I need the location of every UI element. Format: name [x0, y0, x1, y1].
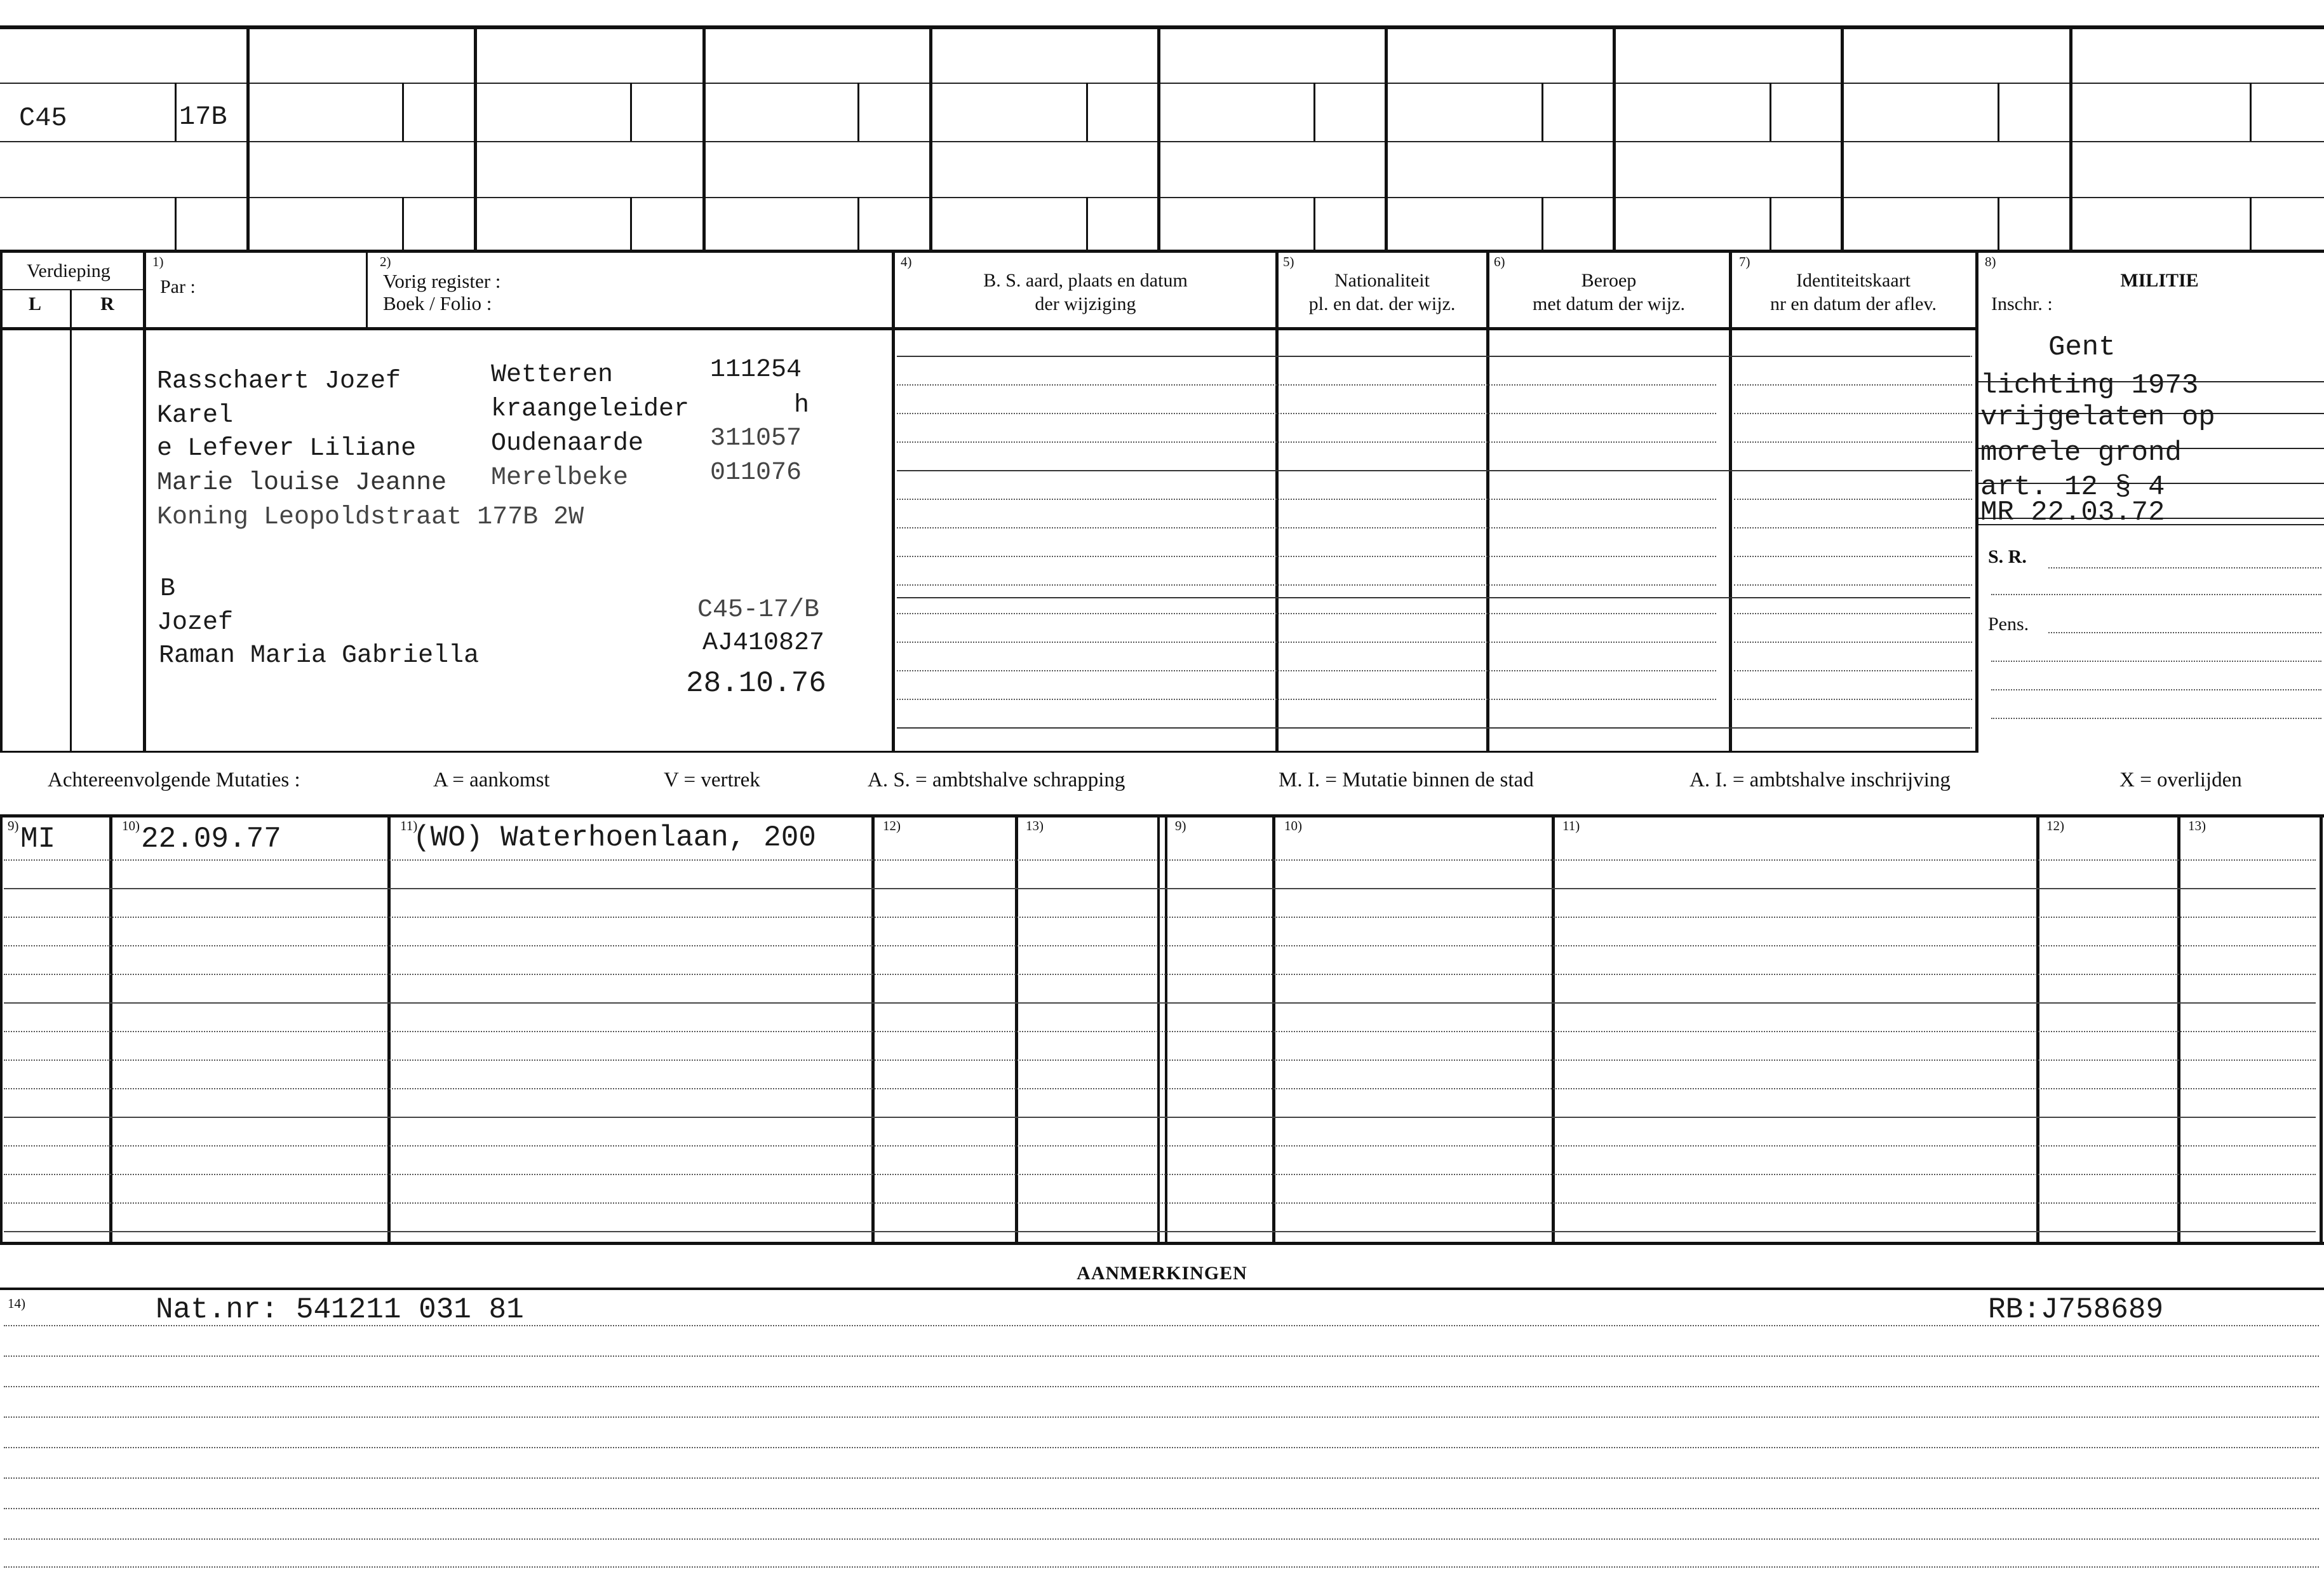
legend-a: A = aankomst [433, 769, 550, 791]
legend-as: A. S. = ambtshalve schrapping [868, 769, 1125, 791]
grid-line [0, 197, 2324, 198]
mut-bottom [0, 1242, 2324, 1245]
address: Koning Leopoldstraat 177B 2W [157, 503, 584, 532]
b-label: B [160, 575, 176, 603]
grid-sub [1313, 197, 1315, 251]
mark-h: h [794, 391, 810, 420]
child-birthdate: 011076 [710, 459, 802, 487]
spouse-first-names: Marie louise Jeanne [157, 469, 447, 497]
grid-col [1385, 25, 1388, 251]
id-reference: AJ410827 [702, 629, 825, 657]
grid-col [246, 25, 250, 251]
nat-header-1: Nationaliteit [1334, 270, 1430, 291]
grid-sub [857, 197, 859, 251]
frame [0, 289, 143, 290]
grid-line [0, 141, 2324, 142]
boek-folio-label: Boek / Folio : [383, 292, 492, 314]
grid-col [702, 25, 706, 251]
frame [1975, 251, 1978, 753]
mutation-date: 22.09.77 [141, 823, 281, 856]
col-number: 6) [1494, 254, 1505, 269]
col-number: 9) [1175, 818, 1186, 833]
grid-sub [1086, 83, 1088, 141]
militie-article: art. 12 § 4 [1980, 471, 2165, 503]
legend-mi: M. I. = Mutatie binnen de stad [1279, 769, 1534, 791]
r-label: R [100, 293, 114, 314]
grid-sub [857, 83, 859, 141]
sr-label: S. R. [1988, 546, 2027, 567]
bs-header-1: B. S. aard, plaats en datum [983, 270, 1188, 291]
par-label: Par : [160, 276, 196, 297]
grid-col [929, 25, 932, 251]
col-number: 11) [1562, 818, 1580, 833]
nat-header-2: pl. en dat. der wijz. [1308, 293, 1456, 314]
legend-title: Achtereenvolgende Mutaties : [48, 769, 300, 791]
grid-sub [1998, 197, 1999, 251]
remarks-title: AANMERKINGEN [1077, 1263, 1247, 1284]
spouse-birthdate: 311057 [710, 424, 802, 453]
col-number: 5) [1283, 254, 1294, 269]
birthdate: 111254 [710, 356, 802, 384]
col-number: 7) [1739, 254, 1750, 269]
pens-label: Pens. [1988, 614, 2029, 635]
grid-sub [1770, 83, 1771, 141]
grid-number: 17B [179, 102, 227, 132]
grid-sub [402, 197, 404, 251]
beroep-header-2: met datum der wijz. [1533, 293, 1685, 314]
grid-sub [1541, 83, 1543, 141]
grid-col [1157, 25, 1160, 251]
header-rule [0, 327, 1975, 330]
militie-lichting: lichting 1973 [1980, 370, 2199, 401]
col-number: 10) [1284, 818, 1302, 833]
child-birthplace: Merelbeke [491, 464, 629, 492]
inschr-label: Inschr. : [1991, 293, 2053, 314]
id-header-2: nr en datum der aflev. [1770, 293, 1937, 314]
col-number: 12) [2046, 818, 2064, 833]
spouse-name: e Lefever Liliane [157, 434, 417, 463]
entry-date: 28.10.76 [686, 667, 826, 700]
grid-sub [630, 197, 632, 251]
legend-ai: A. I. = ambtshalve inschrijving [1689, 769, 1951, 791]
grid-line [0, 83, 2324, 84]
id-header-1: Identiteitskaart [1796, 270, 1911, 291]
col-number: 10) [122, 818, 140, 833]
national-number: Nat.nr: 541211 031 81 [156, 1293, 524, 1326]
rb-number: RB:J758689 [1988, 1293, 2164, 1326]
col-number: 12) [883, 818, 901, 833]
grid-col [474, 25, 477, 251]
frame [70, 289, 72, 753]
frame [0, 251, 3, 753]
grid-sub [1086, 197, 1088, 251]
related-full-name: Raman Maria Gabriella [159, 642, 480, 670]
col-number: 13) [2188, 818, 2206, 833]
remarks-rule [0, 1288, 2324, 1290]
col-number: 11) [400, 818, 418, 833]
grid-sub [402, 83, 404, 141]
grid-sub [1998, 83, 1999, 141]
frame [1275, 251, 1279, 753]
militie-ground: morele grond [1980, 437, 2182, 469]
grid-col [1841, 25, 1844, 251]
related-first-name: Jozef [157, 609, 234, 637]
grid-sub [175, 197, 177, 251]
militie-place: Gent [2048, 332, 2116, 363]
spouse-birthplace: Oudenaarde [491, 429, 644, 458]
col-number: 1) [152, 254, 164, 269]
col-number: 9) [8, 818, 19, 833]
legend-v: V = vertrek [664, 769, 760, 791]
col-number: 2) [380, 254, 391, 269]
grid-sub [2250, 197, 2252, 251]
frame [1486, 251, 1489, 753]
birthplace: Wetteren [491, 361, 614, 389]
occupation: kraangeleider [491, 395, 690, 424]
frame [366, 251, 368, 327]
frame [1729, 251, 1732, 753]
bs-header-2: der wijziging [1035, 293, 1136, 314]
grid-sub [1313, 83, 1315, 141]
grid-sub [1770, 197, 1771, 251]
verdieping-label: Verdieping [27, 260, 111, 281]
grid-sub [1541, 197, 1543, 251]
first-name-2: Karel [157, 401, 234, 430]
beroep-header-1: Beroep [1581, 270, 1637, 291]
frame [143, 251, 146, 753]
grid-col [1613, 25, 1616, 251]
person-name: Rasschaert Jozef [157, 367, 401, 396]
grid-col [2069, 25, 2072, 251]
mutation-type: MI [20, 823, 56, 856]
register-reference: C45-17/B [697, 596, 820, 624]
mut-top [0, 814, 2324, 817]
col-number: 4) [901, 254, 912, 269]
militie-header: MILITIE [2120, 270, 2199, 291]
frame-bottom [0, 751, 1975, 753]
legend-x: X = overlijden [2119, 769, 2242, 791]
militie-decision: MR 22.03.72 [1980, 497, 2165, 528]
top-rule [0, 25, 2324, 29]
frame [892, 251, 895, 753]
grid-sub [2250, 83, 2252, 141]
vorig-register-label: Vorig register : [383, 270, 501, 292]
col-number: 14) [8, 1296, 25, 1311]
grid-code: C45 [19, 103, 67, 133]
col-number: 13) [1026, 818, 1044, 833]
col-number: 8) [1985, 254, 1996, 269]
grid-sub [175, 83, 177, 141]
militie-release: vrijgelaten op [1980, 401, 2215, 433]
l-label: L [28, 293, 41, 314]
mutation-address: (WO) Waterhoenlaan, 200 [413, 821, 816, 854]
grid-sub [630, 83, 632, 141]
